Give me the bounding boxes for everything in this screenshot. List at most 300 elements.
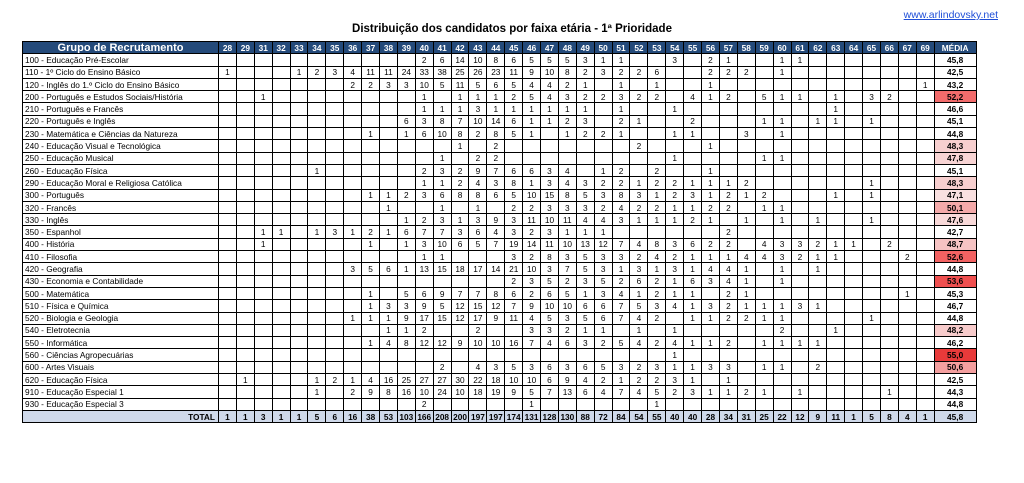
count-cell: 1 — [612, 54, 630, 66]
count-cell — [541, 152, 559, 164]
count-cell: 1 — [702, 140, 720, 152]
count-cell: 1 — [666, 103, 684, 115]
count-cell: 10 — [487, 337, 505, 349]
count-cell: 6 — [558, 337, 576, 349]
count-cell — [344, 214, 362, 226]
count-cell — [487, 349, 505, 361]
count-cell: 9 — [558, 374, 576, 386]
count-cell — [272, 337, 290, 349]
count-cell — [219, 164, 237, 176]
count-cell — [362, 103, 380, 115]
count-cell: 5 — [612, 337, 630, 349]
count-cell: 4 — [684, 91, 702, 103]
count-cell: 1 — [433, 177, 451, 189]
count-cell — [809, 54, 827, 66]
count-cell — [290, 251, 308, 263]
count-cell — [845, 128, 863, 140]
count-cell: 2 — [451, 164, 469, 176]
media-cell: 53,6 — [934, 275, 976, 287]
count-cell — [290, 337, 308, 349]
count-cell — [236, 115, 254, 127]
count-cell — [916, 398, 934, 410]
count-cell: 9 — [362, 386, 380, 398]
count-cell: 1 — [863, 312, 881, 324]
count-cell: 3 — [380, 78, 398, 90]
count-cell: 1 — [737, 275, 755, 287]
count-cell — [558, 398, 576, 410]
count-cell — [827, 361, 845, 373]
count-cell: 3 — [558, 361, 576, 373]
count-cell: 2 — [505, 91, 523, 103]
total-cell: 8 — [880, 410, 898, 422]
header-age: 50 — [594, 42, 612, 54]
count-cell — [219, 349, 237, 361]
page-title: Distribuição dos candidatos por faixa etária - 1ª Prioridade — [352, 23, 672, 35]
count-cell — [898, 103, 916, 115]
count-cell: 5 — [541, 312, 559, 324]
count-cell — [898, 349, 916, 361]
count-cell: 3 — [576, 115, 594, 127]
count-cell: 8 — [505, 177, 523, 189]
count-cell — [397, 103, 415, 115]
count-cell: 3 — [702, 361, 720, 373]
count-cell — [719, 152, 737, 164]
count-cell — [290, 361, 308, 373]
count-cell: 8 — [648, 238, 666, 250]
count-cell: 3 — [684, 189, 702, 201]
count-cell: 9 — [505, 386, 523, 398]
count-cell: 19 — [505, 238, 523, 250]
count-cell — [702, 226, 720, 238]
count-cell — [880, 226, 898, 238]
count-cell — [845, 374, 863, 386]
count-cell — [702, 374, 720, 386]
count-cell: 6 — [380, 263, 398, 275]
count-cell — [236, 275, 254, 287]
table-row — [23, 152, 977, 164]
count-cell: 38 — [433, 66, 451, 78]
media-cell: 47,6 — [934, 214, 976, 226]
count-cell — [254, 312, 272, 324]
count-cell — [791, 115, 809, 127]
count-cell: 13 — [576, 238, 594, 250]
count-cell — [684, 164, 702, 176]
count-cell — [791, 275, 809, 287]
group-label: 200 - Português e Estudos Sociais/História — [23, 91, 219, 103]
count-cell — [236, 128, 254, 140]
total-cell: 130 — [558, 410, 576, 422]
group-label: 510 - Física e Química — [23, 300, 219, 312]
group-label: 520 - Biologia e Geologia — [23, 312, 219, 324]
count-cell: 1 — [308, 226, 326, 238]
count-cell — [415, 361, 433, 373]
count-cell — [666, 66, 684, 78]
count-cell — [236, 337, 254, 349]
count-cell: 3 — [541, 201, 559, 213]
count-cell: 4 — [344, 66, 362, 78]
table-row — [23, 115, 977, 127]
header-age: 34 — [308, 42, 326, 54]
count-cell: 2 — [719, 312, 737, 324]
count-cell — [791, 177, 809, 189]
table-row — [23, 164, 977, 176]
table-row — [23, 251, 977, 263]
count-cell: 15 — [469, 300, 487, 312]
count-cell: 4 — [648, 251, 666, 263]
count-cell — [702, 324, 720, 336]
count-cell: 1 — [773, 201, 791, 213]
count-cell: 1 — [648, 214, 666, 226]
count-cell — [827, 398, 845, 410]
count-cell: 1 — [576, 103, 594, 115]
count-cell — [809, 66, 827, 78]
count-cell — [702, 128, 720, 140]
count-cell — [827, 164, 845, 176]
count-cell — [845, 312, 863, 324]
count-cell: 5 — [558, 287, 576, 299]
count-cell — [290, 164, 308, 176]
count-cell: 1 — [916, 78, 934, 90]
total-cell: 84 — [612, 410, 630, 422]
count-cell — [648, 54, 666, 66]
count-cell — [290, 140, 308, 152]
total-cell: 1 — [916, 410, 934, 422]
count-cell — [684, 103, 702, 115]
count-cell — [219, 140, 237, 152]
count-cell — [755, 275, 773, 287]
count-cell — [380, 177, 398, 189]
count-cell — [272, 300, 290, 312]
count-cell — [308, 214, 326, 226]
count-cell — [272, 349, 290, 361]
media-cell: 44,8 — [934, 312, 976, 324]
total-cell: 55 — [648, 410, 666, 422]
count-cell — [505, 152, 523, 164]
count-cell: 1 — [397, 263, 415, 275]
count-cell: 8 — [397, 337, 415, 349]
group-label: 330 - Inglês — [23, 214, 219, 226]
count-cell: 1 — [702, 312, 720, 324]
count-cell: 2 — [362, 78, 380, 90]
count-cell: 1 — [380, 312, 398, 324]
count-cell: 1 — [666, 349, 684, 361]
count-cell — [290, 103, 308, 115]
count-cell: 15 — [541, 189, 559, 201]
table-row — [23, 66, 977, 78]
count-cell — [630, 226, 648, 238]
count-cell: 3 — [558, 251, 576, 263]
header-age: 48 — [558, 42, 576, 54]
count-cell: 1 — [719, 177, 737, 189]
count-cell: 5 — [576, 189, 594, 201]
count-cell: 4 — [576, 214, 594, 226]
count-cell: 18 — [487, 374, 505, 386]
count-cell: 12 — [594, 238, 612, 250]
header-age: 45 — [505, 42, 523, 54]
count-cell — [648, 128, 666, 140]
count-cell — [380, 349, 398, 361]
table-row — [23, 398, 977, 410]
count-cell — [236, 189, 254, 201]
count-cell: 12 — [415, 337, 433, 349]
count-cell — [630, 54, 648, 66]
count-cell — [827, 312, 845, 324]
count-cell — [380, 164, 398, 176]
count-cell: 1 — [612, 78, 630, 90]
header-row — [23, 42, 977, 54]
count-cell — [809, 177, 827, 189]
count-cell: 5 — [541, 54, 559, 66]
table-row — [23, 214, 977, 226]
count-cell — [648, 349, 666, 361]
group-label: 430 - Economia e Contabilidade — [23, 275, 219, 287]
table-row — [23, 324, 977, 336]
count-cell — [290, 152, 308, 164]
count-cell — [845, 361, 863, 373]
count-cell: 2 — [612, 66, 630, 78]
count-cell: 8 — [558, 66, 576, 78]
count-cell: 1 — [594, 164, 612, 176]
count-cell — [863, 337, 881, 349]
count-cell: 1 — [344, 312, 362, 324]
count-cell: 2 — [612, 164, 630, 176]
count-cell — [523, 152, 541, 164]
count-cell — [863, 238, 881, 250]
count-cell — [344, 349, 362, 361]
count-cell: 30 — [451, 374, 469, 386]
count-cell: 1 — [773, 361, 791, 373]
count-cell: 1 — [558, 226, 576, 238]
count-cell — [236, 312, 254, 324]
media-cell: 48,2 — [934, 324, 976, 336]
group-label: 250 - Educação Musical — [23, 152, 219, 164]
count-cell: 1 — [630, 115, 648, 127]
count-cell — [219, 337, 237, 349]
header-age: 28 — [219, 42, 237, 54]
count-cell: 1 — [684, 312, 702, 324]
count-cell — [415, 349, 433, 361]
count-cell — [719, 398, 737, 410]
count-cell — [594, 103, 612, 115]
count-cell — [326, 140, 344, 152]
count-cell: 1 — [684, 337, 702, 349]
count-cell — [541, 128, 559, 140]
count-cell — [290, 374, 308, 386]
count-cell: 1 — [684, 263, 702, 275]
count-cell: 6 — [469, 226, 487, 238]
media-cell: 50,6 — [934, 361, 976, 373]
header-age: 41 — [433, 42, 451, 54]
count-cell: 10 — [469, 337, 487, 349]
count-cell: 2 — [523, 287, 541, 299]
group-label: 620 - Educação Física — [23, 374, 219, 386]
count-cell: 3 — [415, 189, 433, 201]
count-cell — [308, 263, 326, 275]
group-label: 210 - Português e Francês — [23, 103, 219, 115]
count-cell — [254, 324, 272, 336]
count-cell: 4 — [612, 287, 630, 299]
count-cell — [916, 140, 934, 152]
count-cell: 2 — [362, 226, 380, 238]
count-cell — [737, 238, 755, 250]
count-cell — [254, 337, 272, 349]
total-cell: 6 — [326, 410, 344, 422]
count-cell — [272, 386, 290, 398]
count-cell — [773, 140, 791, 152]
count-cell — [630, 128, 648, 140]
count-cell: 6 — [433, 189, 451, 201]
count-cell — [916, 287, 934, 299]
count-cell — [630, 349, 648, 361]
total-cell: 12 — [791, 410, 809, 422]
count-cell — [809, 386, 827, 398]
count-cell — [880, 324, 898, 336]
count-cell: 1 — [791, 386, 809, 398]
count-cell: 4 — [541, 78, 559, 90]
count-cell — [594, 140, 612, 152]
count-cell — [755, 324, 773, 336]
count-cell: 3 — [737, 128, 755, 140]
count-cell: 1 — [702, 177, 720, 189]
count-cell: 2 — [558, 324, 576, 336]
count-cell — [219, 226, 237, 238]
count-cell — [326, 54, 344, 66]
count-cell — [308, 398, 326, 410]
count-cell — [702, 287, 720, 299]
count-cell: 2 — [415, 398, 433, 410]
count-cell — [344, 140, 362, 152]
count-cell: 7 — [541, 386, 559, 398]
count-cell — [845, 275, 863, 287]
count-cell — [737, 324, 755, 336]
count-cell — [236, 386, 254, 398]
count-cell: 3 — [576, 54, 594, 66]
count-cell: 3 — [666, 374, 684, 386]
count-cell: 4 — [719, 263, 737, 275]
count-cell: 2 — [558, 115, 576, 127]
count-cell — [845, 300, 863, 312]
header-age: 64 — [845, 42, 863, 54]
count-cell — [737, 91, 755, 103]
count-cell — [362, 214, 380, 226]
count-cell: 1 — [809, 115, 827, 127]
count-cell: 10 — [415, 386, 433, 398]
count-cell: 1 — [380, 226, 398, 238]
count-cell — [326, 324, 344, 336]
table-row — [23, 361, 977, 373]
count-cell — [791, 226, 809, 238]
count-cell — [236, 54, 254, 66]
count-cell: 1 — [666, 152, 684, 164]
count-cell — [380, 398, 398, 410]
count-cell: 7 — [469, 287, 487, 299]
count-cell — [380, 275, 398, 287]
count-cell — [916, 152, 934, 164]
count-cell — [612, 349, 630, 361]
count-cell: 1 — [898, 287, 916, 299]
count-cell — [362, 54, 380, 66]
count-cell — [791, 201, 809, 213]
count-cell: 3 — [612, 361, 630, 373]
count-cell: 1 — [666, 201, 684, 213]
count-cell: 1 — [719, 386, 737, 398]
website-link[interactable]: www.arlindovsky.net — [903, 9, 998, 21]
count-cell: 16 — [397, 386, 415, 398]
count-cell — [254, 251, 272, 263]
count-cell — [290, 78, 308, 90]
table-row — [23, 201, 977, 213]
count-cell: 2 — [648, 337, 666, 349]
count-cell: 1 — [415, 91, 433, 103]
count-cell: 3 — [576, 201, 594, 213]
count-cell: 26 — [469, 66, 487, 78]
count-cell — [737, 152, 755, 164]
header-age: 55 — [684, 42, 702, 54]
count-cell — [415, 152, 433, 164]
count-cell: 6 — [523, 164, 541, 176]
count-cell: 1 — [827, 91, 845, 103]
table-row — [23, 337, 977, 349]
count-cell — [254, 374, 272, 386]
count-cell: 3 — [397, 300, 415, 312]
count-cell: 1 — [773, 128, 791, 140]
count-cell: 2 — [344, 386, 362, 398]
count-cell: 27 — [433, 374, 451, 386]
count-cell: 1 — [451, 140, 469, 152]
count-cell: 3 — [630, 189, 648, 201]
count-cell: 3 — [469, 214, 487, 226]
count-cell: 3 — [702, 300, 720, 312]
count-cell: 9 — [469, 164, 487, 176]
count-cell — [791, 140, 809, 152]
count-cell: 1 — [755, 201, 773, 213]
count-cell — [344, 91, 362, 103]
count-cell: 6 — [505, 164, 523, 176]
count-cell: 5 — [541, 275, 559, 287]
media-cell: 47,8 — [934, 152, 976, 164]
count-cell: 2 — [487, 152, 505, 164]
total-cell: 16 — [344, 410, 362, 422]
count-cell: 11 — [362, 66, 380, 78]
count-cell: 1 — [469, 201, 487, 213]
count-cell: 6 — [648, 66, 666, 78]
count-cell — [791, 324, 809, 336]
count-cell: 7 — [523, 337, 541, 349]
count-cell — [916, 312, 934, 324]
count-cell: 3 — [397, 78, 415, 90]
count-cell — [236, 263, 254, 275]
count-cell — [827, 263, 845, 275]
count-cell — [916, 201, 934, 213]
total-cell: 31 — [737, 410, 755, 422]
count-cell — [290, 214, 308, 226]
table-row — [23, 54, 977, 66]
count-cell — [702, 103, 720, 115]
count-cell: 1 — [863, 214, 881, 226]
group-label: 550 - Informática — [23, 337, 219, 349]
count-cell — [612, 226, 630, 238]
count-cell — [666, 398, 684, 410]
total-media: 45,8 — [934, 410, 976, 422]
count-cell: 1 — [630, 177, 648, 189]
count-cell: 1 — [684, 300, 702, 312]
count-cell — [397, 91, 415, 103]
header-age: 65 — [863, 42, 881, 54]
count-cell — [845, 349, 863, 361]
count-cell — [219, 386, 237, 398]
count-cell — [845, 226, 863, 238]
count-cell: 3 — [541, 164, 559, 176]
